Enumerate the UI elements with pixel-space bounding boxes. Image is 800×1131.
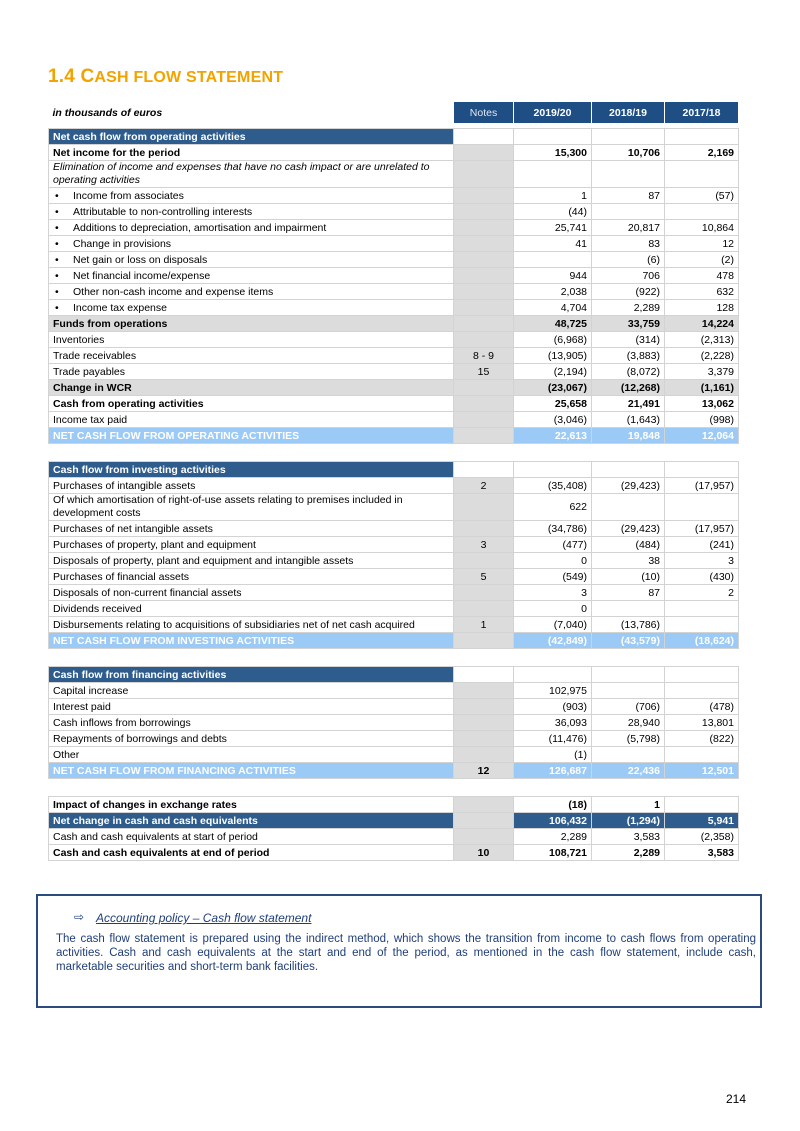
row-label xyxy=(49,268,454,284)
year-header-2: 2018/19 xyxy=(592,102,665,124)
row-value-3: (2,358) xyxy=(665,829,739,845)
row-label: Funds from operations xyxy=(49,316,454,332)
row-value-3 xyxy=(665,494,739,521)
row-label-text: Income tax expense xyxy=(73,301,167,314)
row-value-1: 126,687 xyxy=(514,763,592,779)
row-value-2: (484) xyxy=(592,537,665,553)
row-value-3: 14,224 xyxy=(665,316,739,332)
row-value-1: (42,849) xyxy=(514,633,592,649)
row-value-3: 3,379 xyxy=(665,364,739,380)
row-label: Impact of changes in exchange rates xyxy=(49,797,454,813)
row-label: Purchases of net intangible assets xyxy=(49,521,454,537)
row-value-3: (57) xyxy=(665,188,739,204)
row-label xyxy=(49,284,454,300)
row-value-3: 3 xyxy=(665,553,739,569)
row-notes xyxy=(454,553,514,569)
row-value-1: 2,038 xyxy=(514,284,592,300)
table-row xyxy=(49,284,739,300)
row-label: Net income for the period xyxy=(49,145,454,161)
table-header xyxy=(49,102,739,124)
row-value-3: 128 xyxy=(665,300,739,316)
row-value-1: 0 xyxy=(514,553,592,569)
investing-section-row xyxy=(49,462,739,478)
row-notes xyxy=(454,188,514,204)
row-value-2: 2,289 xyxy=(592,845,665,861)
row-value-2: 19,848 xyxy=(592,428,665,444)
net-change-row xyxy=(49,813,739,829)
row-label: Income tax paid xyxy=(49,412,454,428)
table-row xyxy=(49,380,739,396)
net-operating-row xyxy=(49,428,739,444)
row-value-1: (35,408) xyxy=(514,478,592,494)
row-value-3 xyxy=(665,797,739,813)
row-value-2: 38 xyxy=(592,553,665,569)
row-value-3: (2,228) xyxy=(665,348,739,364)
table-row xyxy=(49,161,739,188)
row-value-1: (23,067) xyxy=(514,380,592,396)
row-value-1: (549) xyxy=(514,569,592,585)
row-notes: 15 xyxy=(454,364,514,380)
row-value-2: (29,423) xyxy=(592,521,665,537)
row-label-text: Income from associates xyxy=(73,189,184,202)
row-label: Cash from operating activities xyxy=(49,396,454,412)
row-notes xyxy=(454,829,514,845)
row-notes xyxy=(454,332,514,348)
row-value-3: (2) xyxy=(665,252,739,268)
row-label: Inventories xyxy=(49,332,454,348)
row-value-2: (1,643) xyxy=(592,412,665,428)
row-value-1 xyxy=(514,252,592,268)
row-label: Purchases of financial assets xyxy=(49,569,454,585)
table-row xyxy=(49,188,739,204)
row-notes xyxy=(454,284,514,300)
row-notes xyxy=(454,462,514,478)
row-label: Trade payables xyxy=(49,364,454,380)
year-header-1: 2019/20 xyxy=(514,102,592,124)
table-row xyxy=(49,537,739,553)
row-value-1: 108,721 xyxy=(514,845,592,861)
row-notes xyxy=(454,300,514,316)
row-value-2: 706 xyxy=(592,268,665,284)
row-label-text: Additions to depreciation, amortisation and impairment xyxy=(73,221,327,234)
financing-section-row xyxy=(49,667,739,683)
row-value-2: 3,583 xyxy=(592,829,665,845)
row-label: Purchases of intangible assets xyxy=(49,478,454,494)
row-label: NET CASH FLOW FROM FINANCING ACTIVITIES xyxy=(49,763,454,779)
row-notes xyxy=(454,428,514,444)
row-notes xyxy=(454,797,514,813)
table-row xyxy=(49,601,739,617)
row-value-1: (903) xyxy=(514,699,592,715)
row-label: Trade receivables xyxy=(49,348,454,364)
row-value-empty xyxy=(665,667,739,683)
section-heading: Cash flow from financing activities xyxy=(49,667,454,683)
row-value-3: 12 xyxy=(665,236,739,252)
bullet-icon: • xyxy=(55,237,59,250)
row-label: Of which amortisation of right-of-use assets relating to premises included in development costs xyxy=(49,494,454,521)
row-value-2: (12,268) xyxy=(592,380,665,396)
row-label: Capital increase xyxy=(49,683,454,699)
bullet-icon: • xyxy=(55,221,59,234)
row-notes xyxy=(454,683,514,699)
row-notes xyxy=(454,633,514,649)
row-value-3: 12,501 xyxy=(665,763,739,779)
row-value-3: (2,313) xyxy=(665,332,739,348)
row-value-1: (18) xyxy=(514,797,592,813)
accounting-policy-box xyxy=(36,894,762,1008)
row-value-2: (13,786) xyxy=(592,617,665,633)
row-value-2: 2,289 xyxy=(592,300,665,316)
row-value-3 xyxy=(665,204,739,220)
row-notes xyxy=(454,204,514,220)
row-notes: 1 xyxy=(454,617,514,633)
row-value-1: 3 xyxy=(514,585,592,601)
title-rest: ASH FLOW STATEMENT xyxy=(94,69,284,86)
row-gap xyxy=(49,649,739,667)
cash-flow-table xyxy=(48,101,739,861)
row-value-3: 632 xyxy=(665,284,739,300)
row-label: Disposals of non-current financial assets xyxy=(49,585,454,601)
section-title xyxy=(48,66,283,88)
row-value-2 xyxy=(592,601,665,617)
row-value-1: (6,968) xyxy=(514,332,592,348)
row-notes xyxy=(454,316,514,332)
row-label-text: Other non-cash income and expense items xyxy=(73,285,274,298)
page-number: 214 xyxy=(726,1092,747,1106)
table-row xyxy=(49,236,739,252)
row-value-3: 13,062 xyxy=(665,396,739,412)
row-value-1: 1 xyxy=(514,188,592,204)
table-row xyxy=(49,494,739,521)
row-value-1: (2,194) xyxy=(514,364,592,380)
row-label xyxy=(49,204,454,220)
row-label-text: Change in provisions xyxy=(73,237,172,250)
row-notes xyxy=(454,494,514,521)
table-row xyxy=(49,569,739,585)
row-value-3: (17,957) xyxy=(665,521,739,537)
row-value-1: (3,046) xyxy=(514,412,592,428)
row-value-2 xyxy=(592,494,665,521)
row-notes xyxy=(454,813,514,829)
table-row xyxy=(49,268,739,284)
row-value-1: 2,289 xyxy=(514,829,592,845)
row-value-empty xyxy=(514,462,592,478)
row-label: Elimination of income and expenses that have no cash impact or are unrelated to operating activities xyxy=(49,161,454,188)
row-value-3: (17,957) xyxy=(665,478,739,494)
row-notes xyxy=(454,715,514,731)
row-notes xyxy=(454,601,514,617)
row-notes xyxy=(454,412,514,428)
row-value-empty xyxy=(514,129,592,145)
row-value-3: (430) xyxy=(665,569,739,585)
row-value-3 xyxy=(665,683,739,699)
row-value-3: 10,864 xyxy=(665,220,739,236)
table-row xyxy=(49,348,739,364)
row-label: NET CASH FLOW FROM INVESTING ACTIVITIES xyxy=(49,633,454,649)
row-value-empty xyxy=(665,462,739,478)
row-notes xyxy=(454,396,514,412)
policy-title xyxy=(74,911,311,925)
row-notes xyxy=(454,667,514,683)
row-value-3: (822) xyxy=(665,731,739,747)
row-notes xyxy=(454,220,514,236)
row-value-2 xyxy=(592,161,665,188)
row-value-2: 21,491 xyxy=(592,396,665,412)
row-notes: 5 xyxy=(454,569,514,585)
row-notes xyxy=(454,521,514,537)
row-value-1: 22,613 xyxy=(514,428,592,444)
row-value-1: (34,786) xyxy=(514,521,592,537)
table-row xyxy=(49,145,739,161)
row-value-3: (478) xyxy=(665,699,739,715)
table-row xyxy=(49,683,739,699)
section-heading: Net cash flow from operating activities xyxy=(49,129,454,145)
section-heading: Cash flow from investing activities xyxy=(49,462,454,478)
row-value-3: 3,583 xyxy=(665,845,739,861)
row-notes xyxy=(454,380,514,396)
row-value-2: (29,423) xyxy=(592,478,665,494)
unit-label: in thousands of euros xyxy=(49,102,454,124)
table-row xyxy=(49,220,739,236)
row-notes: 10 xyxy=(454,845,514,861)
operating-section-row xyxy=(49,129,739,145)
row-label-text: Attributable to non-controlling interests xyxy=(73,205,253,218)
row-label: Cash and cash equivalents at end of period xyxy=(49,845,454,861)
row-notes: 2 xyxy=(454,478,514,494)
row-label xyxy=(49,236,454,252)
row-notes xyxy=(454,161,514,188)
table-row xyxy=(49,396,739,412)
year-header-3: 2017/18 xyxy=(665,102,739,124)
net-financing-row xyxy=(49,763,739,779)
row-value-2: (5,798) xyxy=(592,731,665,747)
arrow-right-icon: ⇨ xyxy=(74,910,85,924)
row-value-1: (44) xyxy=(514,204,592,220)
table-row xyxy=(49,797,739,813)
row-value-1: (1) xyxy=(514,747,592,763)
table-row xyxy=(49,316,739,332)
row-value-2 xyxy=(592,683,665,699)
row-label-text: Net financial income/expense xyxy=(73,269,211,282)
row-value-1: (11,476) xyxy=(514,731,592,747)
row-notes xyxy=(454,731,514,747)
row-label: Change in WCR xyxy=(49,380,454,396)
row-value-2: 22,436 xyxy=(592,763,665,779)
row-notes xyxy=(454,585,514,601)
row-value-1: (7,040) xyxy=(514,617,592,633)
row-label: Net change in cash and cash equivalents xyxy=(49,813,454,829)
row-value-1 xyxy=(514,161,592,188)
row-value-2: 10,706 xyxy=(592,145,665,161)
notes-header: Notes xyxy=(454,102,514,124)
row-label: NET CASH FLOW FROM OPERATING ACTIVITIES xyxy=(49,428,454,444)
row-value-2: 28,940 xyxy=(592,715,665,731)
row-value-1: 622 xyxy=(514,494,592,521)
row-value-1: 25,658 xyxy=(514,396,592,412)
table-row xyxy=(49,300,739,316)
row-value-3: 2,169 xyxy=(665,145,739,161)
row-value-2: (314) xyxy=(592,332,665,348)
row-value-empty xyxy=(592,129,665,145)
row-value-3: (18,624) xyxy=(665,633,739,649)
row-value-3: (241) xyxy=(665,537,739,553)
row-value-1: 25,741 xyxy=(514,220,592,236)
row-notes xyxy=(454,699,514,715)
row-gap xyxy=(49,779,739,797)
row-notes xyxy=(454,236,514,252)
bullet-icon: • xyxy=(55,189,59,202)
row-notes: 12 xyxy=(454,763,514,779)
table-row xyxy=(49,585,739,601)
row-value-3: 13,801 xyxy=(665,715,739,731)
table-row xyxy=(49,521,739,537)
row-value-1: 944 xyxy=(514,268,592,284)
row-label xyxy=(49,300,454,316)
row-label xyxy=(49,252,454,268)
row-value-2: (43,579) xyxy=(592,633,665,649)
title-prefix: 1.4 C xyxy=(48,66,95,87)
row-label: Purchases of property, plant and equipment xyxy=(49,537,454,553)
row-notes xyxy=(454,747,514,763)
row-value-2: (8,072) xyxy=(592,364,665,380)
row-value-1: 4,704 xyxy=(514,300,592,316)
row-label xyxy=(49,188,454,204)
row-value-1: (477) xyxy=(514,537,592,553)
row-value-empty xyxy=(592,667,665,683)
table-row xyxy=(49,715,739,731)
row-value-1: 15,300 xyxy=(514,145,592,161)
bullet-icon: • xyxy=(55,205,59,218)
row-value-3: (1,161) xyxy=(665,380,739,396)
row-value-1: 36,093 xyxy=(514,715,592,731)
row-notes xyxy=(454,252,514,268)
bullet-icon: • xyxy=(55,269,59,282)
row-notes xyxy=(454,268,514,284)
row-value-empty xyxy=(665,129,739,145)
row-value-1: 106,432 xyxy=(514,813,592,829)
row-value-3: 478 xyxy=(665,268,739,284)
row-label: Cash and cash equivalents at start of period xyxy=(49,829,454,845)
row-value-2: 87 xyxy=(592,188,665,204)
row-value-2: (706) xyxy=(592,699,665,715)
row-value-2: 83 xyxy=(592,236,665,252)
row-value-3 xyxy=(665,601,739,617)
row-value-1: (13,905) xyxy=(514,348,592,364)
row-value-1: 0 xyxy=(514,601,592,617)
bullet-icon: • xyxy=(55,285,59,298)
table-row xyxy=(49,617,739,633)
row-value-2: 1 xyxy=(592,797,665,813)
row-label: Disposals of property, plant and equipment and intangible assets xyxy=(49,553,454,569)
row-value-3: 2 xyxy=(665,585,739,601)
row-notes: 8 - 9 xyxy=(454,348,514,364)
table-row xyxy=(49,829,739,845)
row-value-2: (10) xyxy=(592,569,665,585)
row-value-3: 5,941 xyxy=(665,813,739,829)
table-row xyxy=(49,731,739,747)
row-gap xyxy=(49,444,739,462)
row-value-2: (922) xyxy=(592,284,665,300)
row-label: Other xyxy=(49,747,454,763)
row-label: Repayments of borrowings and debts xyxy=(49,731,454,747)
row-value-2 xyxy=(592,204,665,220)
row-value-empty xyxy=(592,462,665,478)
row-value-1: 41 xyxy=(514,236,592,252)
row-value-3: (998) xyxy=(665,412,739,428)
bullet-icon: • xyxy=(55,301,59,314)
table-row xyxy=(49,478,739,494)
row-label: Interest paid xyxy=(49,699,454,715)
row-label xyxy=(49,220,454,236)
row-label: Dividends received xyxy=(49,601,454,617)
policy-text: The cash flow statement is prepared using the indirect method, which shows the transition from income to cash flows from operating activities. Cash and cash equivalents at the start and end of the period, as mentioned in the cash flow statement, include cash, marketable securities and short-term bank facilities. xyxy=(56,933,756,973)
row-value-3 xyxy=(665,747,739,763)
row-value-2: 33,759 xyxy=(592,316,665,332)
row-value-1: 102,975 xyxy=(514,683,592,699)
row-value-empty xyxy=(514,667,592,683)
row-label: Disbursements relating to acquisitions of subsidiaries net of net cash acquired xyxy=(49,617,454,633)
row-value-2: (1,294) xyxy=(592,813,665,829)
row-value-2: (6) xyxy=(592,252,665,268)
row-value-3 xyxy=(665,617,739,633)
row-notes xyxy=(454,145,514,161)
row-value-2: 20,817 xyxy=(592,220,665,236)
table-row xyxy=(49,747,739,763)
row-value-2: (3,883) xyxy=(592,348,665,364)
table-row xyxy=(49,553,739,569)
net-investing-row xyxy=(49,633,739,649)
row-label: Cash inflows from borrowings xyxy=(49,715,454,731)
row-value-1: 48,725 xyxy=(514,316,592,332)
table-row xyxy=(49,364,739,380)
row-label-text: Net gain or loss on disposals xyxy=(73,253,208,266)
row-value-2: 87 xyxy=(592,585,665,601)
table-row xyxy=(49,204,739,220)
table-row xyxy=(49,412,739,428)
row-notes xyxy=(454,129,514,145)
policy-title-text: Accounting policy – Cash flow statement xyxy=(96,911,312,925)
row-value-3 xyxy=(665,161,739,188)
row-value-3: 12,064 xyxy=(665,428,739,444)
bullet-icon: • xyxy=(55,253,59,266)
row-notes: 3 xyxy=(454,537,514,553)
row-value-2 xyxy=(592,747,665,763)
table-row xyxy=(49,845,739,861)
table-row xyxy=(49,332,739,348)
table-row xyxy=(49,252,739,268)
table-row xyxy=(49,699,739,715)
